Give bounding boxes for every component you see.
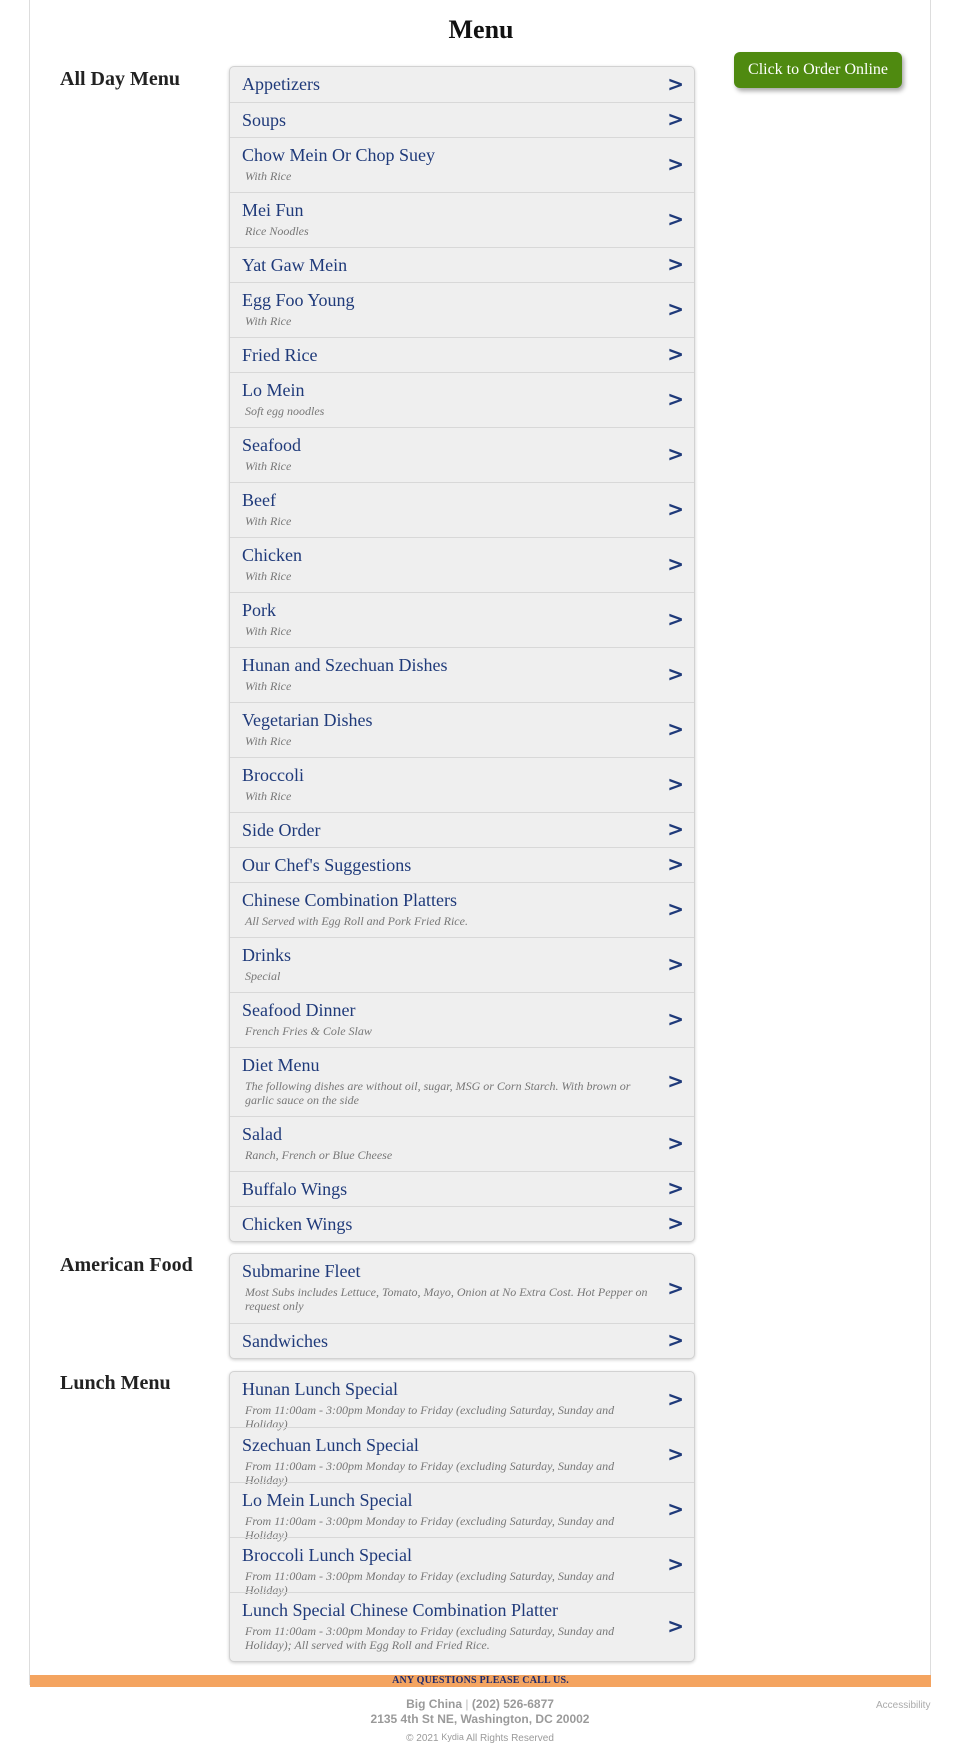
category-list-lunch-menu [229, 1371, 695, 1662]
category-item-lo-mein[interactable] [230, 372, 694, 427]
category-item-chow-mein-or-chop-suey[interactable] [230, 137, 694, 192]
category-name: Submarine Fleet [242, 1261, 361, 1281]
category-item-pork[interactable] [230, 592, 694, 647]
chevron-right-icon: > [667, 1613, 684, 1638]
category-description: Ranch, French or Blue Cheese [245, 1148, 393, 1162]
category-item-side-order[interactable] [230, 812, 694, 847]
chevron-right-icon: > [667, 106, 684, 131]
category-item-seafood[interactable] [230, 427, 694, 482]
copyright-line [0, 1729, 960, 1747]
chevron-right-icon: > [667, 1327, 684, 1352]
category-list-american-food [229, 1253, 695, 1359]
category-item-chinese-combination-platters[interactable] [230, 882, 694, 937]
category-name: Seafood Dinner [242, 1000, 356, 1020]
category-item-seafood-dinner[interactable] [230, 992, 694, 1047]
category-description: Rice Noodles [245, 224, 309, 238]
restaurant-name: Big China [406, 1697, 463, 1711]
category-name: Broccoli [242, 765, 304, 785]
category-name: Lo Mein Lunch Special [242, 1490, 413, 1510]
phone-link[interactable]: (202) 526-6877 [471, 1697, 554, 1711]
category-name: Hunan and Szechuan Dishes [242, 655, 448, 675]
category-description: French Fries & Cole Slaw [245, 1024, 372, 1038]
category-name: Szechuan Lunch Special [242, 1435, 419, 1455]
chevron-right-icon: > [667, 151, 684, 176]
brand-link[interactable]: Kydia [441, 1732, 464, 1742]
chevron-right-icon: > [667, 1068, 684, 1093]
footer-contact [0, 1697, 960, 1712]
category-name: Chicken Wings [242, 1214, 353, 1234]
chevron-right-icon: > [667, 771, 684, 796]
category-item-hunan-and-szechuan-dishes[interactable] [230, 647, 694, 702]
category-item-appetizers[interactable] [230, 67, 694, 102]
category-description: From 11:00am - 3:00pm Monday to Friday (excluding Saturday, Sunday and Holiday); All served with Egg Roll and Fried Rice. [245, 1624, 615, 1652]
category-name: Drinks [242, 945, 291, 965]
category-item-hunan-lunch-special[interactable] [230, 1372, 694, 1431]
category-description: With Rice [245, 459, 292, 473]
category-name: Side Order [242, 820, 321, 840]
category-description: With Rice [245, 624, 292, 638]
category-name: Beef [242, 490, 276, 510]
category-item-vegetarian-dishes[interactable] [230, 702, 694, 757]
notice-text: ANY QUESTIONS PLEASE CALL US. [392, 1675, 569, 1686]
category-name: Fried Rice [242, 345, 318, 365]
category-item-chicken-wings[interactable] [230, 1206, 694, 1241]
chevron-right-icon: > [667, 1441, 684, 1466]
category-name: Pork [242, 600, 277, 620]
section-title-all-day-menu: All Day Menu [60, 68, 180, 90]
category-item-chicken[interactable] [230, 537, 694, 592]
category-item-our-chef-s-suggestions[interactable] [230, 847, 694, 882]
rights: All Rights Reserved [466, 1733, 554, 1744]
category-item-soups[interactable] [230, 102, 694, 137]
chevron-right-icon: > [667, 606, 684, 631]
category-name: Mei Fun [242, 200, 304, 220]
category-item-beef[interactable] [230, 482, 694, 537]
category-name: Salad [242, 1124, 282, 1144]
chevron-right-icon: > [667, 1210, 684, 1235]
category-item-lunch-special-chinese-combination-platter[interactable] [230, 1592, 694, 1661]
category-description: From 11:00am - 3:00pm Monday to Friday (excluding Saturday, Sunday and Holiday) [245, 1459, 615, 1487]
category-item-broccoli[interactable] [230, 757, 694, 812]
category-item-diet-menu[interactable] [230, 1047, 694, 1116]
order-online-button[interactable]: Click to Order Online [734, 52, 902, 88]
chevron-right-icon: > [667, 441, 684, 466]
category-name: Chicken [242, 545, 302, 565]
category-item-mei-fun[interactable] [230, 192, 694, 247]
category-description: Most Subs includes Lettuce, Tomato, Mayo, Onion at No Extra Cost. Hot Pepper on request only [245, 1285, 648, 1313]
category-item-lo-mein-lunch-special[interactable] [230, 1482, 694, 1542]
category-description: From 11:00am - 3:00pm Monday to Friday (excluding Saturday, Sunday and Holiday) [245, 1514, 615, 1542]
category-name: Our Chef's Suggestions [242, 855, 412, 875]
category-description: With Rice [245, 314, 292, 328]
category-description: The following dishes are without oil, sugar, MSG or Corn Starch. With brown or garlic sauce on the side [245, 1079, 631, 1107]
category-item-salad[interactable] [230, 1116, 694, 1171]
category-name: Yat Gaw Mein [242, 255, 348, 275]
category-item-fried-rice[interactable] [230, 337, 694, 372]
category-name: Appetizers [242, 74, 320, 94]
chevron-right-icon: > [667, 1006, 684, 1031]
section-title-lunch-menu: Lunch Menu [60, 1372, 171, 1394]
chevron-right-icon: > [667, 1496, 684, 1521]
chevron-right-icon: > [667, 716, 684, 741]
category-name: Sandwiches [242, 1331, 328, 1351]
chevron-right-icon: > [667, 1175, 684, 1200]
chevron-right-icon: > [667, 206, 684, 231]
category-description: With Rice [245, 514, 292, 528]
category-description: With Rice [245, 169, 292, 183]
category-description: Soft egg noodles [245, 404, 325, 418]
category-description: With Rice [245, 734, 292, 748]
chevron-right-icon: > [667, 851, 684, 876]
page-title: Menu [448, 15, 514, 44]
category-item-yat-gaw-mein[interactable] [230, 247, 694, 282]
chevron-right-icon: > [667, 296, 684, 321]
chevron-right-icon: > [667, 496, 684, 521]
chevron-right-icon: > [667, 551, 684, 576]
section-title-american-food: American Food [60, 1254, 193, 1276]
category-item-egg-foo-young[interactable] [230, 282, 694, 337]
footer-separator: | [465, 1697, 469, 1711]
chevron-right-icon: > [667, 71, 684, 96]
footer [0, 1697, 960, 1747]
chevron-right-icon: > [667, 1275, 684, 1300]
category-item-buffalo-wings[interactable] [230, 1171, 694, 1206]
address: 2135 4th St NE, Washington, DC 20002 [370, 1712, 590, 1726]
chevron-right-icon: > [667, 386, 684, 411]
category-name: Lunch Special Chinese Combination Platter [242, 1600, 558, 1620]
chevron-right-icon: > [667, 816, 684, 841]
category-description: With Rice [245, 679, 292, 693]
category-name: Egg Foo Young [242, 290, 355, 310]
category-name: Chow Mein Or Chop Suey [242, 145, 435, 165]
category-name: Seafood [242, 435, 301, 455]
category-description: With Rice [245, 569, 292, 583]
category-name: Vegetarian Dishes [242, 710, 373, 730]
category-item-submarine-fleet[interactable] [230, 1254, 694, 1323]
category-description: With Rice [245, 789, 292, 803]
chevron-right-icon: > [667, 1551, 684, 1576]
accessibility-link[interactable]: Accessibility [876, 1700, 931, 1711]
chevron-right-icon: > [667, 896, 684, 921]
category-item-broccoli-lunch-special[interactable] [230, 1537, 694, 1597]
chevron-right-icon: > [667, 1386, 684, 1411]
notice-bar [30, 1675, 931, 1687]
category-list-all-day-menu [229, 66, 695, 1242]
category-name: Chinese Combination Platters [242, 890, 457, 910]
category-name: Buffalo Wings [242, 1179, 348, 1199]
chevron-right-icon: > [667, 1130, 684, 1155]
category-name: Broccoli Lunch Special [242, 1545, 412, 1565]
copyright: © 2021 [406, 1733, 439, 1744]
category-item-szechuan-lunch-special[interactable] [230, 1427, 694, 1487]
menu-page [29, 0, 931, 1685]
category-item-drinks[interactable] [230, 937, 694, 992]
category-name: Soups [242, 110, 287, 130]
category-description: From 11:00am - 3:00pm Monday to Friday (excluding Saturday, Sunday and Holiday) [245, 1403, 615, 1431]
category-name: Lo Mein [242, 380, 305, 400]
category-description: All Served with Egg Roll and Pork Fried Rice. [245, 914, 468, 928]
category-name: Diet Menu [242, 1055, 320, 1075]
chevron-right-icon: > [667, 341, 684, 366]
category-item-sandwiches[interactable] [230, 1323, 694, 1358]
category-description: Special [245, 969, 281, 983]
category-name: Hunan Lunch Special [242, 1379, 398, 1399]
chevron-right-icon: > [667, 251, 684, 276]
category-description: From 11:00am - 3:00pm Monday to Friday (excluding Saturday, Sunday and Holiday) [245, 1569, 615, 1597]
chevron-right-icon: > [667, 951, 684, 976]
chevron-right-icon: > [667, 661, 684, 686]
